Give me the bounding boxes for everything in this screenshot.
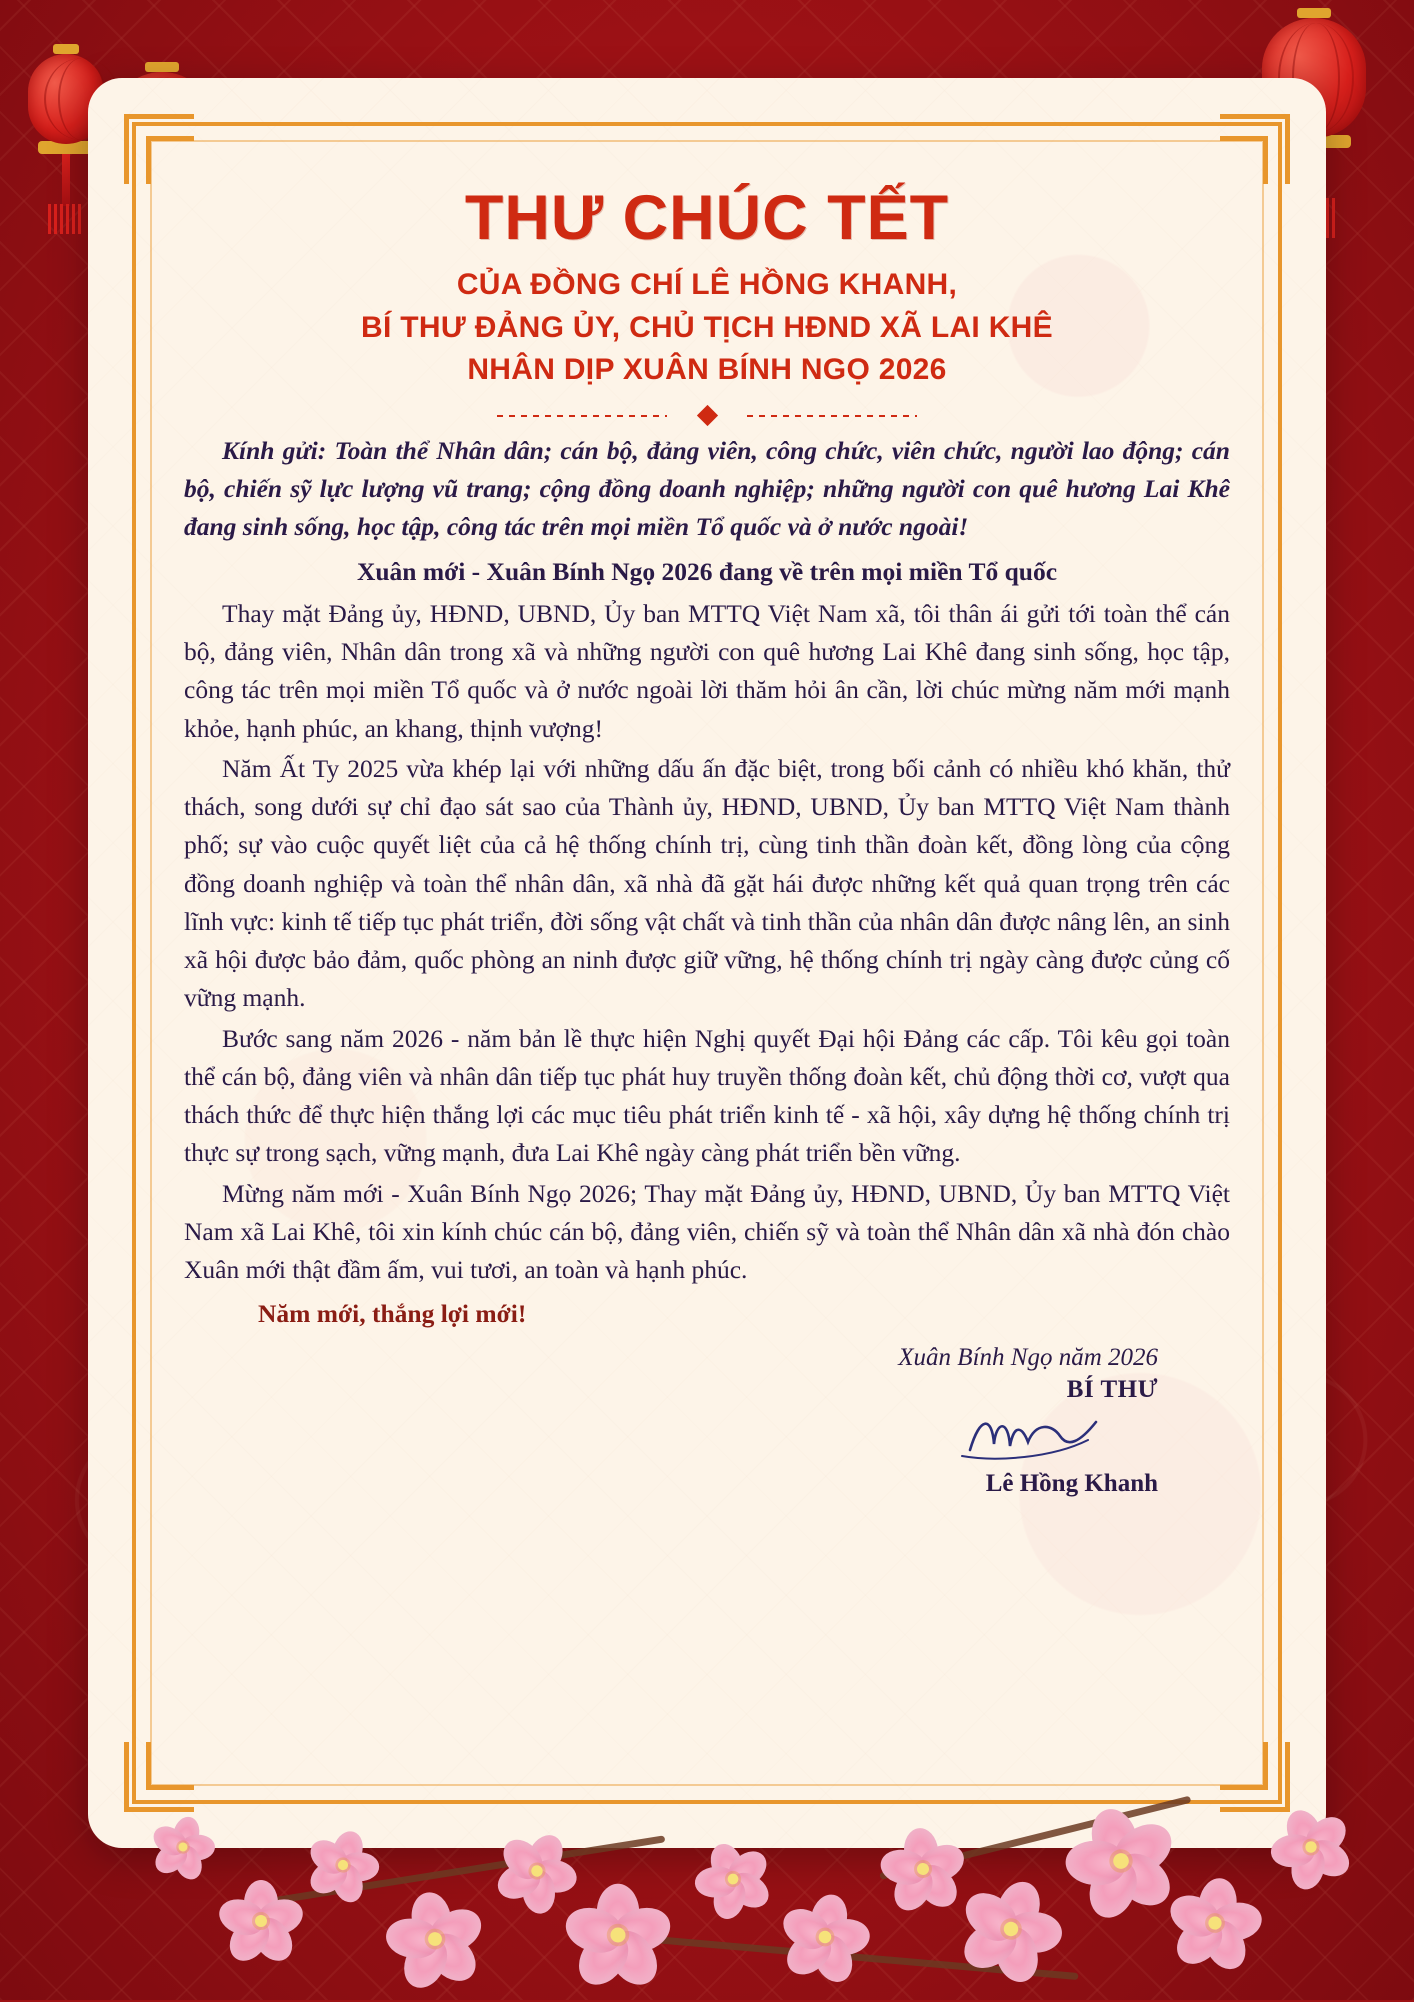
decorative-divider — [497, 406, 917, 426]
signature-block — [184, 1344, 1230, 1498]
handwritten-signature-icon — [184, 1406, 1158, 1468]
signature-name: Lê Hồng Khanh — [985, 1469, 1158, 1497]
letter-card — [88, 78, 1326, 1848]
subtitle-line-3: NHÂN DỊP XUÂN BÍNH NGỌ 2026 — [467, 353, 947, 387]
subtitle-line-2: BÍ THƯ ĐẢNG ỦY, CHỦ TỊCH HĐND XÃ LAI KHÊ — [361, 310, 1053, 344]
lead-line: Xuân mới - Xuân Bính Ngọ 2026 đang về trên mọi miền Tổ quốc — [356, 556, 1058, 586]
body-paragraph-1: Thay mặt Đảng ủy, HĐND, UBND, Ủy ban MTTQ Việt Nam xã, tôi thân ái gửi tới toàn thể cán bộ, đảng viên, Nhân dân trong xã và những người con quê hương Lai Khê đang sinh sống, học tập, công tác trên mọi miền Tổ quốc và ở nước ngoài lời thăm hỏi ân cần, lời chúc mừng năm mới mạnh khỏe, hạnh phúc, an khang, thịnh vượng! — [184, 598, 1230, 743]
subtitle-line-1: CỦA ĐỒNG CHÍ LÊ HỒNG KHANH, — [456, 268, 958, 301]
salutation-paragraph: Kính gửi: Toàn thể Nhân dân; cán bộ, đảng viên, công chức, viên chức, người lao động; cán bộ, chiến sỹ lực lượng vũ trang; cộng đồng doanh nghiệp; những người con quê hương Lai Khê đang sinh sống, học tập, công tác trên mọi miền Tổ quốc và ở nước ngoài! — [184, 435, 1230, 542]
body-paragraph-3: Bước sang năm 2026 - năm bản lề thực hiện Nghị quyết Đại hội Đảng các cấp. Tôi kêu gọi toàn thể cán bộ, đảng viên và nhân dân tiếp tục phát huy truyền thống đoàn kết, chủ động thời cơ, vượt qua thách thức để thực hiện thắng lợi các mục tiêu phát triển kinh tế - xã hội, xây dựng hệ thống chính trị thực sự trong sạch, vững mạnh, đưa Lai Khê ngày càng phát triển bền vững. — [184, 1023, 1230, 1168]
body-paragraph-2: Năm Ất Ty 2025 vừa khép lại với những dấu ấn đặc biệt, trong bối cảnh có nhiều khó khăn, thử thách, song dưới sự chỉ đạo sát sao của Thành ủy, HĐND, UBND, Ủy ban MTTQ Việt Nam thành phố; sự vào cuộc quyết liệt của cả hệ thống chính trị, cùng tinh thần đoàn kết, đồng lòng của cộng đồng doanh nghiệp và toàn thể nhân dân, xã nhà đã gặt hái được những kết quả quan trọng trên các lĩnh vực: kinh tế tiếp tục phát triển, đời sống vật chất và tinh thần của nhân dân được nâng lên, an sinh xã hội được bảo đảm, quốc phòng an ninh được giữ vững, hệ thống chính trị ngày càng được củng cố vững mạnh. — [184, 753, 1230, 1013]
signature-date: Xuân Bính Ngọ năm 2026 — [898, 1343, 1158, 1371]
signature-role: BÍ THƯ — [1066, 1375, 1158, 1403]
diamond-icon — [697, 405, 718, 426]
letter-content — [184, 164, 1230, 1778]
body-paragraph-4: Mừng năm mới - Xuân Bính Ngọ 2026; Thay mặt Đảng ủy, HĐND, UBND, Ủy ban MTTQ Việt Nam xã Lai Khê, tôi xin kính chúc cán bộ, đảng viên, chiến sỹ và toàn thể Nhân dân xã nhà đón chào Xuân mới thật đầm ấm, vui tươi, an toàn và hạnh phúc. — [184, 1178, 1230, 1285]
letter-body — [184, 432, 1230, 1334]
closing-slogan: Năm mới, thắng lợi mới! — [258, 1299, 527, 1329]
page-title: THƯ CHÚC TẾT — [464, 183, 950, 253]
